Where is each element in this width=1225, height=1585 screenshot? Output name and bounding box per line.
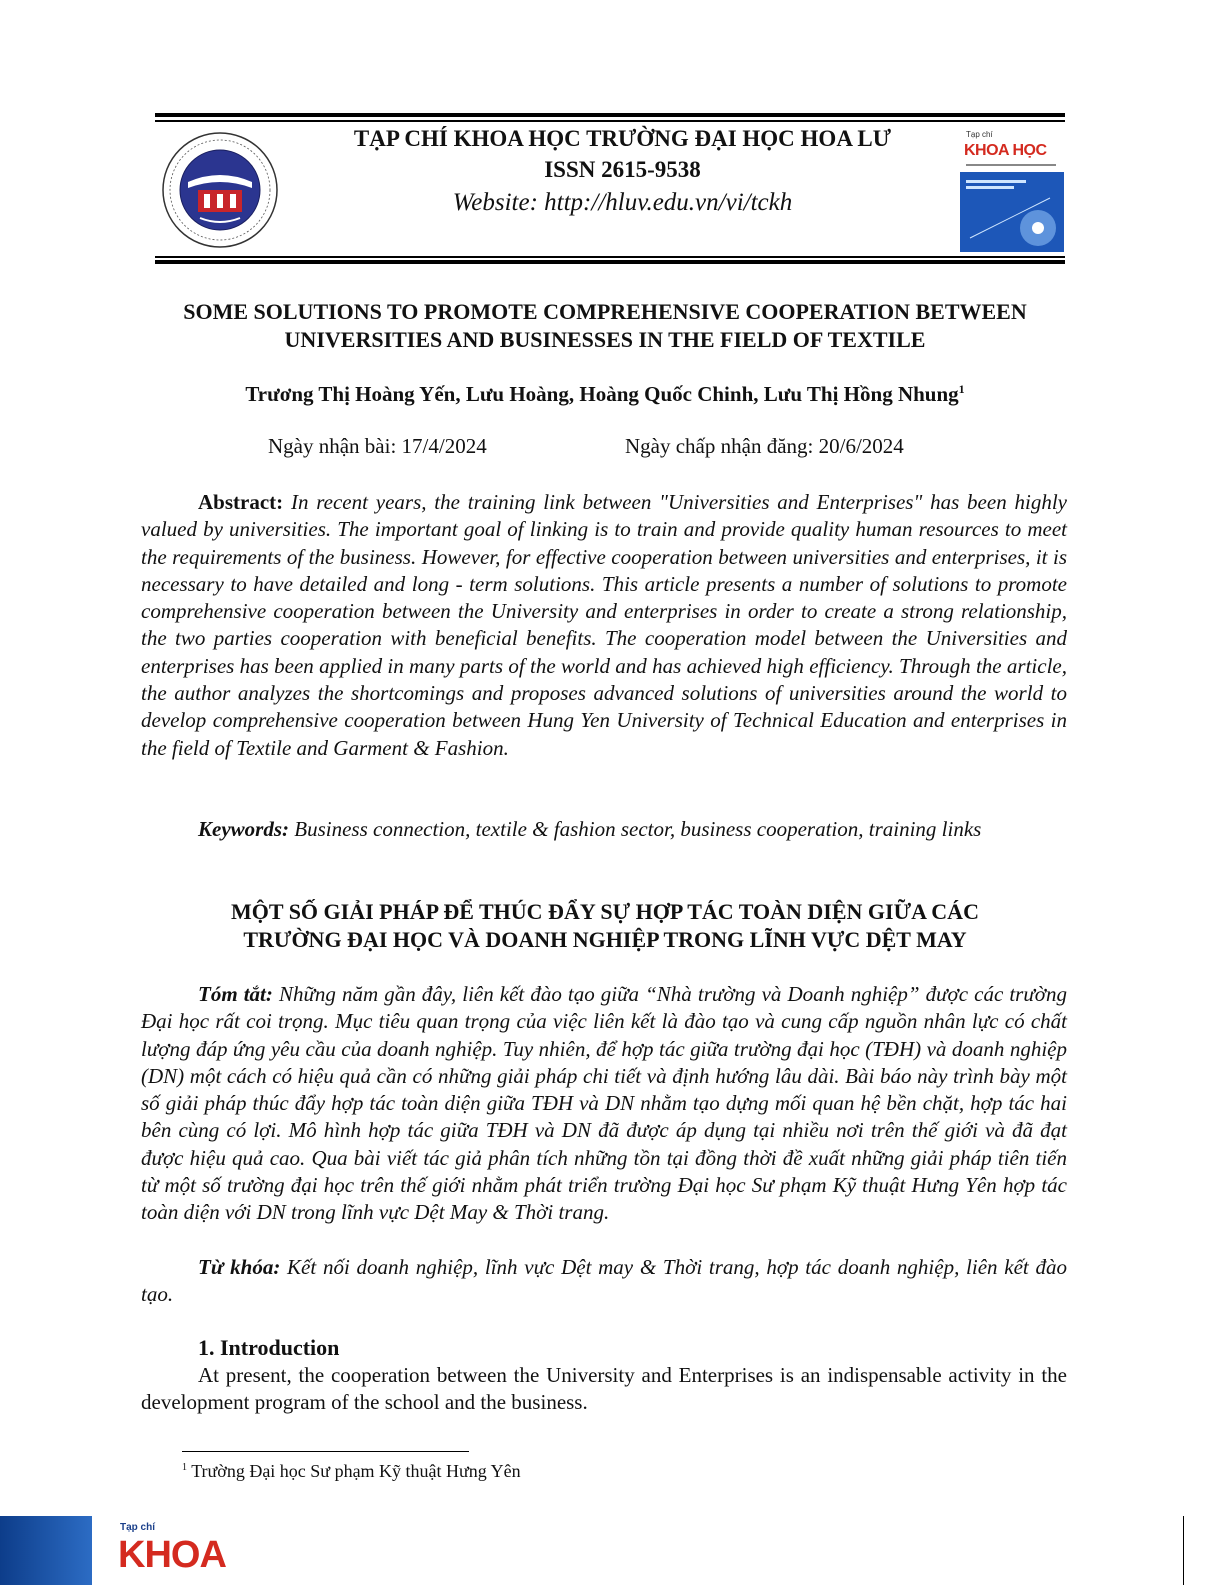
cover-small-label: Tạp chí (966, 130, 993, 139)
footnote-rule (182, 1451, 469, 1452)
journal-website[interactable]: Website: http://hluv.edu.vn/vi/tckh (452, 189, 793, 216)
header-rule-top-thin (155, 120, 1065, 122)
university-seal-icon (160, 130, 280, 250)
section-heading-introduction: 1. Introduction (198, 1335, 340, 1360)
paper-title-english (140, 298, 1070, 354)
abstract-paragraph (141, 489, 1067, 762)
title-vi-line-2: TRƯỜNG ĐẠI HỌC VÀ DOANH NGHIỆP TRONG LĨNH VỰC DỆT MAY (243, 927, 967, 952)
author-names: Trương Thị Hoàng Yến, Lưu Hoàng, Hoàng Quốc Chinh, Lưu Thị Hồng Nhung (245, 382, 959, 406)
header-rule-top-thick (155, 113, 1065, 117)
journal-issn: ISSN 2615-9538 (544, 157, 701, 182)
header-rule-bottom-thin (155, 256, 1065, 258)
tomtat-paragraph (141, 981, 1067, 1227)
tomtat-label: Tóm tắt: (198, 982, 273, 1006)
title-en-line-2: UNIVERSITIES AND BUSINESSES IN THE FIELD OF TEXTILE (284, 327, 926, 352)
tukhoa-paragraph (141, 1254, 1067, 1309)
title-en-line-1: SOME SOLUTIONS TO PROMOTE COMPREHENSIVE COOPERATION BETWEEN (183, 299, 1027, 324)
footnote-mark: 1 (182, 1462, 187, 1473)
tomtat-text: Những năm gần đây, liên kết đào tạo giữa “Nhà trường và Doanh nghiệp” được các trường Đại học rất coi trọng. Mục tiêu quan trọng của việc liên kết là đào tạo và cung cấp nguồn nhân lực có chất lượng đáp ứng yêu cầu của doanh nghiệp. Tuy nhiên, để hợp tác giữa trường đại học (TĐH) và doanh nghiệp (DN) một cách có hiệu quả cần có những giải pháp chi tiết và định hướng lâu dài. Bài báo này trình bày một số giải pháp thúc đẩy hợp tác toàn diện giữa TĐH và DN nhằm tạo dựng mối quan hệ bền chặt, hợp tác hai bên cùng có lợi. Mô hình hợp tác giữa TĐH và DN đã được áp dụng tại nhiều nơi trên thế giới và đã đạt được hiệu quả cao. Qua bài viết tác giả phân tích những tồn tại đồng thời đề xuất những giải pháp tiên tiến từ một số trường đại học trên thế giới nhằm phát triển trường Đại học Sư phạm Kỹ thuật Hưng Yên hợp tác toàn diện với DN trong lĩnh vực Dệt May & Thời trang. (141, 982, 1068, 1225)
keywords-label: Keywords: (198, 817, 289, 841)
abstract-label: Abstract: (198, 490, 284, 514)
keywords-paragraph (141, 816, 1067, 843)
bottom-small-label: Tạp chí (120, 1522, 156, 1533)
footnote (182, 1461, 521, 1482)
title-vi-line-1: MỘT SỐ GIẢI PHÁP ĐỂ THÚC ĐẨY SỰ HỢP TÁC TOÀN DIỆN GIỮA CÁC (231, 899, 979, 924)
received-date: Ngày nhận bài: 17/4/2024 (268, 434, 487, 458)
accepted-date: Ngày chấp nhận đăng: 20/6/2024 (625, 434, 904, 458)
header-rule-bottom-thick (155, 260, 1065, 264)
bottom-blue-bar (0, 1516, 92, 1585)
paper-title-vietnamese (140, 898, 1070, 954)
journal-name: TẠP CHÍ KHOA HỌC TRƯỜNG ĐẠI HỌC HOA LƯ (353, 126, 892, 151)
author-list (140, 382, 1070, 407)
introduction-paragraph: At present, the cooperation between the University and Enterprises is an indispensable activity in the development program of the school and the business. (141, 1363, 1067, 1415)
bottom-right-rule (1183, 1516, 1184, 1585)
tukhoa-label: Từ khóa: (198, 1255, 281, 1279)
keywords-text: Business connection, textile & fashion sector, business cooperation, training links (294, 817, 982, 841)
footnote-text: Trường Đại học Sư phạm Kỹ thuật Hưng Yên (191, 1461, 521, 1481)
cover-brand: KHOA HỌC (964, 142, 1047, 159)
journal-cover-icon (960, 128, 1064, 252)
bottom-journal-logo (118, 1516, 288, 1585)
tukhoa-text: Kết nối doanh nghiệp, lĩnh vực Dệt may & Thời trang, hợp tác doanh nghiệp, liên kết đào tạo. (141, 1255, 1067, 1307)
bottom-brand-text: KHOA (118, 1534, 226, 1576)
abstract-text: In recent years, the training link between "Universities and Enterprises" has been highly valued by universities. The important goal of linking is to train and provide quality human resources to meet the requirements of the business. However, for effective cooperation between universities and enterprises, it is necessary to have detailed and long - term solutions. This article presents a number of solutions to promote comprehensive cooperation between the University and enterprises in order to create a strong relationship, the two parties cooperation with beneficial benefits. The cooperation model between the Universities and enterprises has been applied in many parts of the world and has achieved high efficiency. Through the article, the author analyzes the shortcomings and proposes advanced solutions of universities around the world to develop comprehensive cooperation between Hung Yen University of Technical Education and enterprises in the field of Textile and Garment & Fashion. (141, 490, 1067, 760)
affiliation-mark: 1 (958, 382, 965, 396)
